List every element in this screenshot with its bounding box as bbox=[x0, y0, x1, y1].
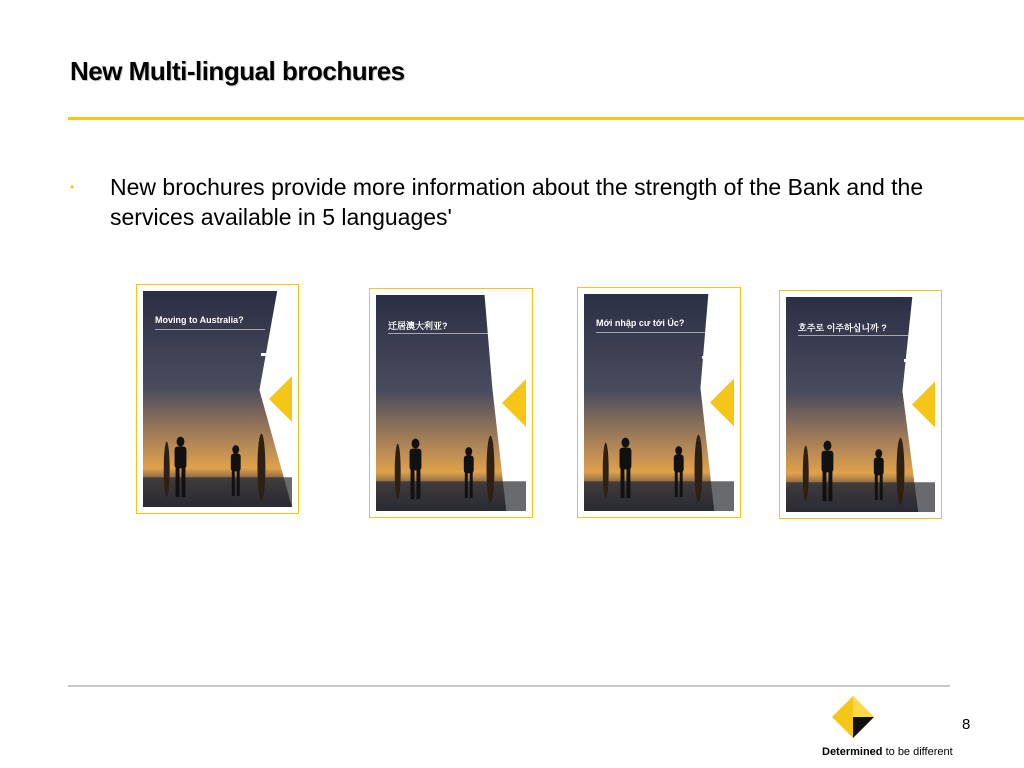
brochure-subline bbox=[798, 335, 908, 340]
bullet-text: New brochures provide more information about the strength of the Bank and the services available in 5 languages' bbox=[110, 174, 924, 230]
brochure-logo-wordmark bbox=[702, 356, 726, 359]
tagline-rest: to be different bbox=[882, 746, 953, 758]
tagline-bold: Determined bbox=[822, 746, 883, 758]
title-rule bbox=[68, 117, 1024, 120]
bank-logo-icon bbox=[830, 694, 876, 740]
brochure-vietnamese bbox=[577, 287, 741, 518]
brochure-logo-wordmark bbox=[494, 357, 518, 360]
brochure-logo-wordmark bbox=[261, 353, 285, 356]
brochure-subline bbox=[155, 329, 265, 334]
brochure-korean bbox=[779, 290, 942, 519]
brochure-heading: 호주로 이주하십니까 ? bbox=[798, 323, 887, 333]
brochure-heading: Mới nhập cư tới Úc? bbox=[596, 318, 685, 328]
bullet-dot: • bbox=[70, 180, 75, 194]
bank-logo-icon bbox=[502, 295, 526, 511]
brochure-logo-wordmark bbox=[904, 359, 928, 362]
brochure-heading: Moving to Australia? bbox=[155, 315, 244, 325]
brochure-subline bbox=[596, 332, 706, 337]
bank-logo-icon bbox=[269, 291, 292, 507]
footer-rule bbox=[68, 685, 950, 687]
page-number: 8 bbox=[962, 716, 971, 733]
tagline bbox=[822, 746, 953, 758]
brochure-english bbox=[136, 284, 299, 514]
slide-title: New Multi-lingual brochures bbox=[70, 56, 405, 86]
bank-logo-icon bbox=[710, 294, 734, 511]
bank-logo-icon bbox=[912, 297, 935, 512]
brochure-chinese bbox=[369, 288, 533, 518]
brochure-heading: 迁居澳大利亚? bbox=[388, 321, 448, 331]
brochure-subline bbox=[388, 333, 498, 338]
